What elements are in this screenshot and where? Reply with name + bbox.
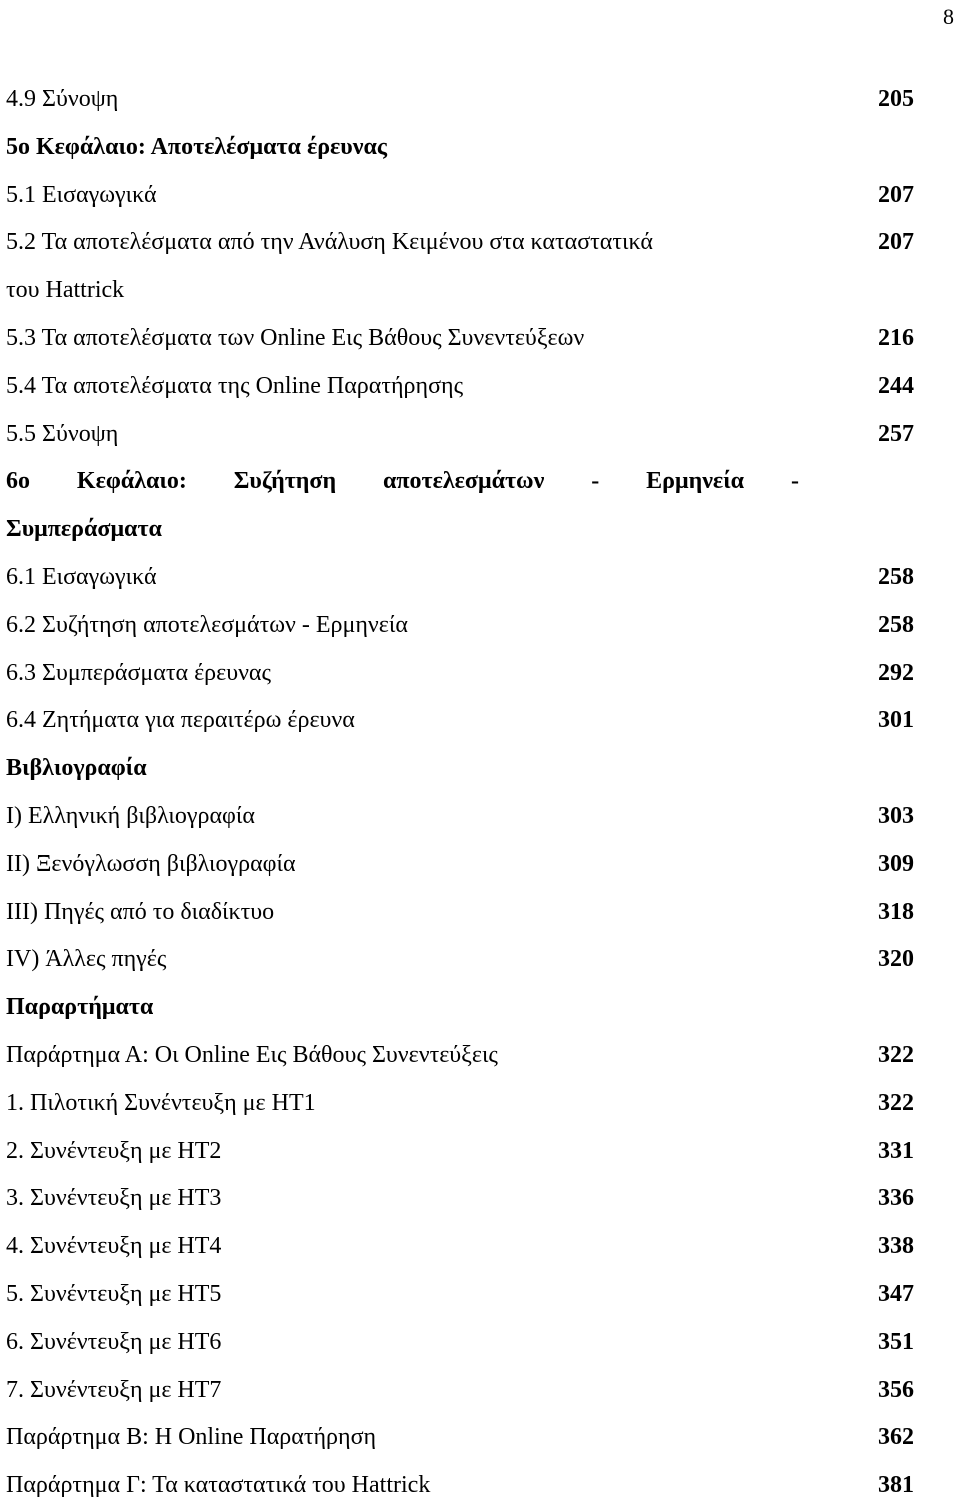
toc-heading-word: - xyxy=(790,468,799,495)
toc-entry xyxy=(6,172,914,220)
toc-heading xyxy=(6,458,914,506)
table-of-contents xyxy=(6,76,914,1510)
toc-entry xyxy=(6,1175,914,1223)
toc-entry-title: 6.1 Εισαγωγικά xyxy=(6,563,157,590)
toc-entry-title: 6.2 Συζήτηση αποτελεσμάτων - Ερμηνεία xyxy=(6,611,408,638)
toc-entry-page: 338 xyxy=(878,1233,914,1260)
toc-entry-title: Παραρτήματα xyxy=(6,994,154,1021)
toc-heading xyxy=(6,506,914,554)
toc-entry-title: 6.3 Συμπεράσματα έρευνας xyxy=(6,659,272,686)
toc-entry-title: 6. Συνέντευξη με ΗΤ6 xyxy=(6,1328,222,1355)
toc-heading-word: 6ο xyxy=(6,468,30,495)
toc-entry-title: Συμπεράσματα xyxy=(6,516,162,543)
toc-entry-page: 322 xyxy=(878,1041,914,1068)
toc-entry-page: 292 xyxy=(878,659,914,686)
toc-entry-title: 5.4 Τα αποτελέσματα της Online Παρατήρησης xyxy=(6,372,464,399)
toc-entry xyxy=(6,1271,914,1319)
toc-heading-word: Συζήτηση xyxy=(233,468,337,495)
toc-entry-page: 318 xyxy=(878,898,914,925)
toc-entry-page: 331 xyxy=(878,1137,914,1164)
toc-entry-page: 258 xyxy=(878,563,914,590)
toc-entry-page: 244 xyxy=(878,372,914,399)
toc-entry xyxy=(6,267,914,315)
toc-entry-title: Παράρτημα Β: Η Online Παρατήρηση xyxy=(6,1424,377,1451)
toc-entry-title: 5.3 Τα αποτελέσματα των Online Εις Βάθους Συνεντεύξεων xyxy=(6,324,585,351)
toc-entry-title: 6.4 Ζητήματα για περαιτέρω έρευνα xyxy=(6,707,355,734)
toc-entry-title: II) Ξενόγλωσση βιβλιογραφία xyxy=(6,850,296,877)
toc-entry-title: Παράρτημα Γ: Τα καταστατικά του Hattrick xyxy=(6,1472,431,1499)
toc-heading xyxy=(6,124,914,172)
toc-entry xyxy=(6,889,914,937)
toc-entry-page: 258 xyxy=(878,611,914,638)
toc-entry xyxy=(6,1462,914,1510)
toc-entry-page: 320 xyxy=(878,946,914,973)
toc-entry-title: του Hattrick xyxy=(6,277,125,304)
toc-entry-page: 301 xyxy=(878,707,914,734)
toc-entry xyxy=(6,650,914,698)
toc-entry xyxy=(6,363,914,411)
toc-entry-title: IV) Άλλες πηγές xyxy=(6,946,167,973)
toc-entry-page: 347 xyxy=(878,1280,914,1307)
toc-entry-title: Βιβλιογραφία xyxy=(6,755,147,782)
toc-entry xyxy=(6,697,914,745)
toc-entry-title: 1. Πιλοτική Συνέντευξη με ΗΤ1 xyxy=(6,1089,316,1116)
toc-entry-page: 336 xyxy=(878,1185,914,1212)
toc-entry xyxy=(6,219,914,267)
toc-heading-word: Ερμηνεία xyxy=(646,468,745,495)
toc-entry xyxy=(6,315,914,363)
toc-entry-title: 5. Συνέντευξη με ΗΤ5 xyxy=(6,1280,222,1307)
toc-entry xyxy=(6,554,914,602)
toc-heading-word: Κεφάλαιο: xyxy=(76,468,187,495)
toc-entry-page: 322 xyxy=(878,1089,914,1116)
toc-entry-page: 205 xyxy=(878,86,914,112)
toc-entry-title: 3. Συνέντευξη με ΗΤ3 xyxy=(6,1185,222,1212)
toc-entry-page: 362 xyxy=(878,1424,914,1451)
toc-entry xyxy=(6,793,914,841)
toc-entry xyxy=(6,602,914,650)
toc-entry xyxy=(6,936,914,984)
toc-entry-title: 7. Συνέντευξη με ΗΤ7 xyxy=(6,1376,222,1403)
toc-entry xyxy=(6,1319,914,1367)
toc-heading-word: - xyxy=(591,468,600,495)
toc-entry-page: 303 xyxy=(878,802,914,829)
page-number: 8 xyxy=(943,4,954,29)
toc-entry-page: 207 xyxy=(878,181,914,208)
toc-entry xyxy=(6,1223,914,1271)
toc-entry-title: 2. Συνέντευξη με ΗΤ2 xyxy=(6,1137,222,1164)
toc-entry xyxy=(6,1032,914,1080)
toc-entry-title: 5ο Κεφάλαιο: Αποτελέσματα έρευνας xyxy=(6,133,387,160)
toc-entry-page: 351 xyxy=(878,1328,914,1355)
toc-entry-page: 216 xyxy=(878,324,914,351)
toc-entry-title xyxy=(6,458,799,506)
toc-entry xyxy=(6,411,914,459)
toc-entry xyxy=(6,1080,914,1128)
toc-entry xyxy=(6,1367,914,1415)
toc-entry-page: 356 xyxy=(878,1376,914,1403)
toc-entry-title: 5.1 Εισαγωγικά xyxy=(6,181,157,208)
toc-entry-title: I) Ελληνική βιβλιογραφία xyxy=(6,802,255,829)
toc-entry-page: 381 xyxy=(878,1472,914,1499)
toc-entry-page: 207 xyxy=(878,229,914,256)
toc-entry-title: 4.9 Σύνοψη xyxy=(6,86,119,112)
toc-entry-page: 309 xyxy=(878,850,914,877)
toc-entry xyxy=(6,76,914,124)
toc-entry xyxy=(6,1414,914,1462)
toc-entry xyxy=(6,1128,914,1176)
toc-heading xyxy=(6,745,914,793)
toc-entry-title: 4. Συνέντευξη με ΗΤ4 xyxy=(6,1233,222,1260)
toc-entry xyxy=(6,841,914,889)
toc-entry-title: Παράρτημα Α: Οι Online Εις Βάθους Συνεντεύξεις xyxy=(6,1041,498,1068)
toc-entry-title: 5.5 Σύνοψη xyxy=(6,420,119,447)
toc-heading-word: αποτελεσμάτων xyxy=(383,468,545,495)
toc-entry-title: 5.2 Τα αποτελέσματα από την Ανάλυση Κειμένου στα καταστατικά xyxy=(6,229,653,256)
toc-entry-page: 257 xyxy=(878,420,914,447)
toc-entry-title: III) Πηγές από το διαδίκτυο xyxy=(6,898,275,925)
toc-heading xyxy=(6,984,914,1032)
